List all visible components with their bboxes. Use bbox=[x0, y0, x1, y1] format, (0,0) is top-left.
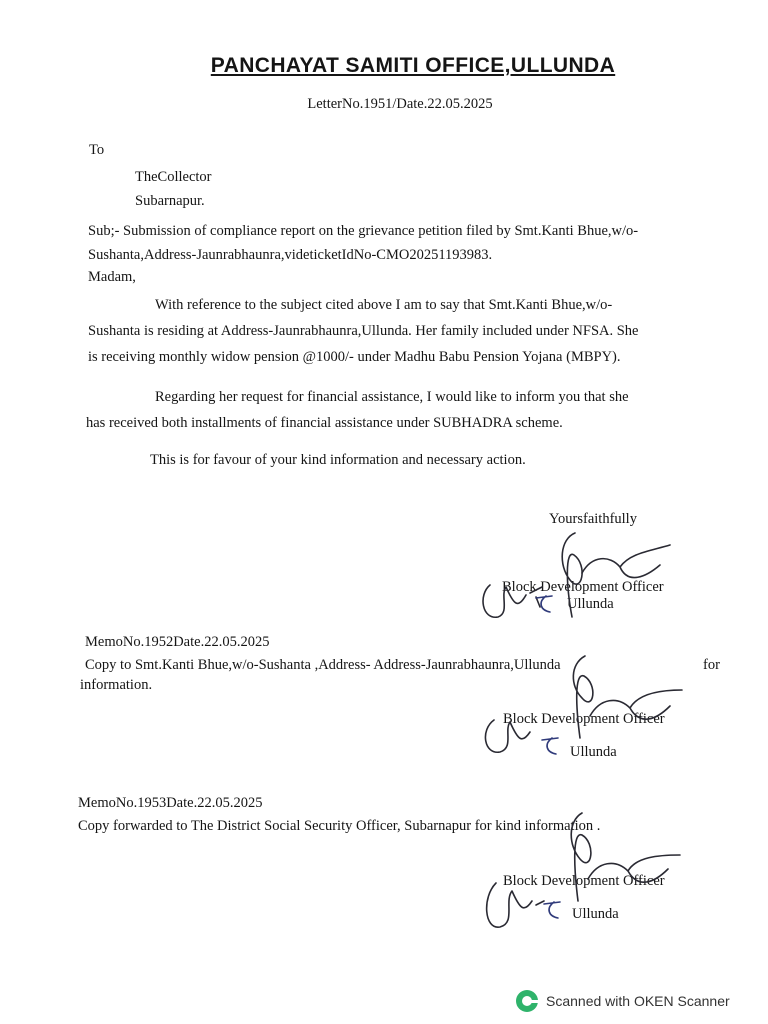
memo1-line2: information. bbox=[80, 677, 153, 693]
to-label: To bbox=[89, 142, 105, 158]
memo2-designation: Block Development Officer bbox=[503, 873, 665, 889]
memo1-number: MemoNo.1952Date.22.05.2025 bbox=[85, 634, 270, 650]
memo1-place: Ullunda bbox=[570, 744, 617, 760]
memo1-line1: Copy to Smt.Kanti Bhue,w/o-Sushanta ,Address- Address-Jaunrabhaunra,Ullunda bbox=[85, 657, 561, 673]
memo2-line1: Copy forwarded to The District Social Security Officer, Subarnapur for kind information . bbox=[78, 818, 601, 834]
subject-line-2: Sushanta,Address-Jaunrabhaunra,videticketIdNo-CMO20251193983. bbox=[88, 247, 493, 263]
para2-line2: has received both installments of financial assistance under SUBHADRA scheme. bbox=[86, 415, 563, 431]
scanner-text: Scanned with OKEN Scanner bbox=[546, 993, 730, 1009]
initial-mark-2 bbox=[536, 734, 566, 758]
memo1-line1-end: for bbox=[703, 657, 720, 673]
initial-mark-3 bbox=[538, 898, 568, 922]
para1-line3: is receiving monthly widow pension @1000/- under Madhu Babu Pension Yojana (MBPY). bbox=[88, 349, 621, 365]
recipient-place: Subarnapur. bbox=[135, 193, 205, 209]
para1-line2: Sushanta is residing at Address-Jaunrabhaunra,Ullunda. Her family included under NFSA. She bbox=[88, 323, 639, 339]
memo2-place: Ullunda bbox=[572, 906, 619, 922]
sig1-place: Ullunda bbox=[567, 596, 614, 612]
para3: This is for favour of your kind information and necessary action. bbox=[150, 452, 526, 468]
scanner-logo-icon bbox=[516, 990, 538, 1012]
sig1-designation: Block Development Officer bbox=[502, 579, 664, 595]
memo2-number: MemoNo.1953Date.22.05.2025 bbox=[78, 795, 263, 811]
scanner-watermark bbox=[516, 990, 730, 1012]
closing: Yoursfaithfully bbox=[549, 511, 637, 527]
memo1-designation: Block Development Officer bbox=[503, 711, 665, 727]
recipient: TheCollector bbox=[135, 169, 212, 185]
para2-line1: Regarding her request for financial assistance, I would like to inform you that she bbox=[155, 389, 629, 405]
letter-number: LetterNo.1951/Date.22.05.2025 bbox=[307, 96, 493, 112]
office-title: PANCHAYAT SAMITI OFFICE,ULLUNDA bbox=[210, 54, 616, 77]
subject-line-1: Sub;- Submission of compliance report on the grievance petition filed by Smt.Kanti Bhue,w/o- bbox=[88, 223, 639, 239]
salutation: Madam, bbox=[88, 269, 136, 285]
para1-line1: With reference to the subject cited above I am to say that Smt.Kanti Bhue,w/o- bbox=[155, 297, 613, 313]
